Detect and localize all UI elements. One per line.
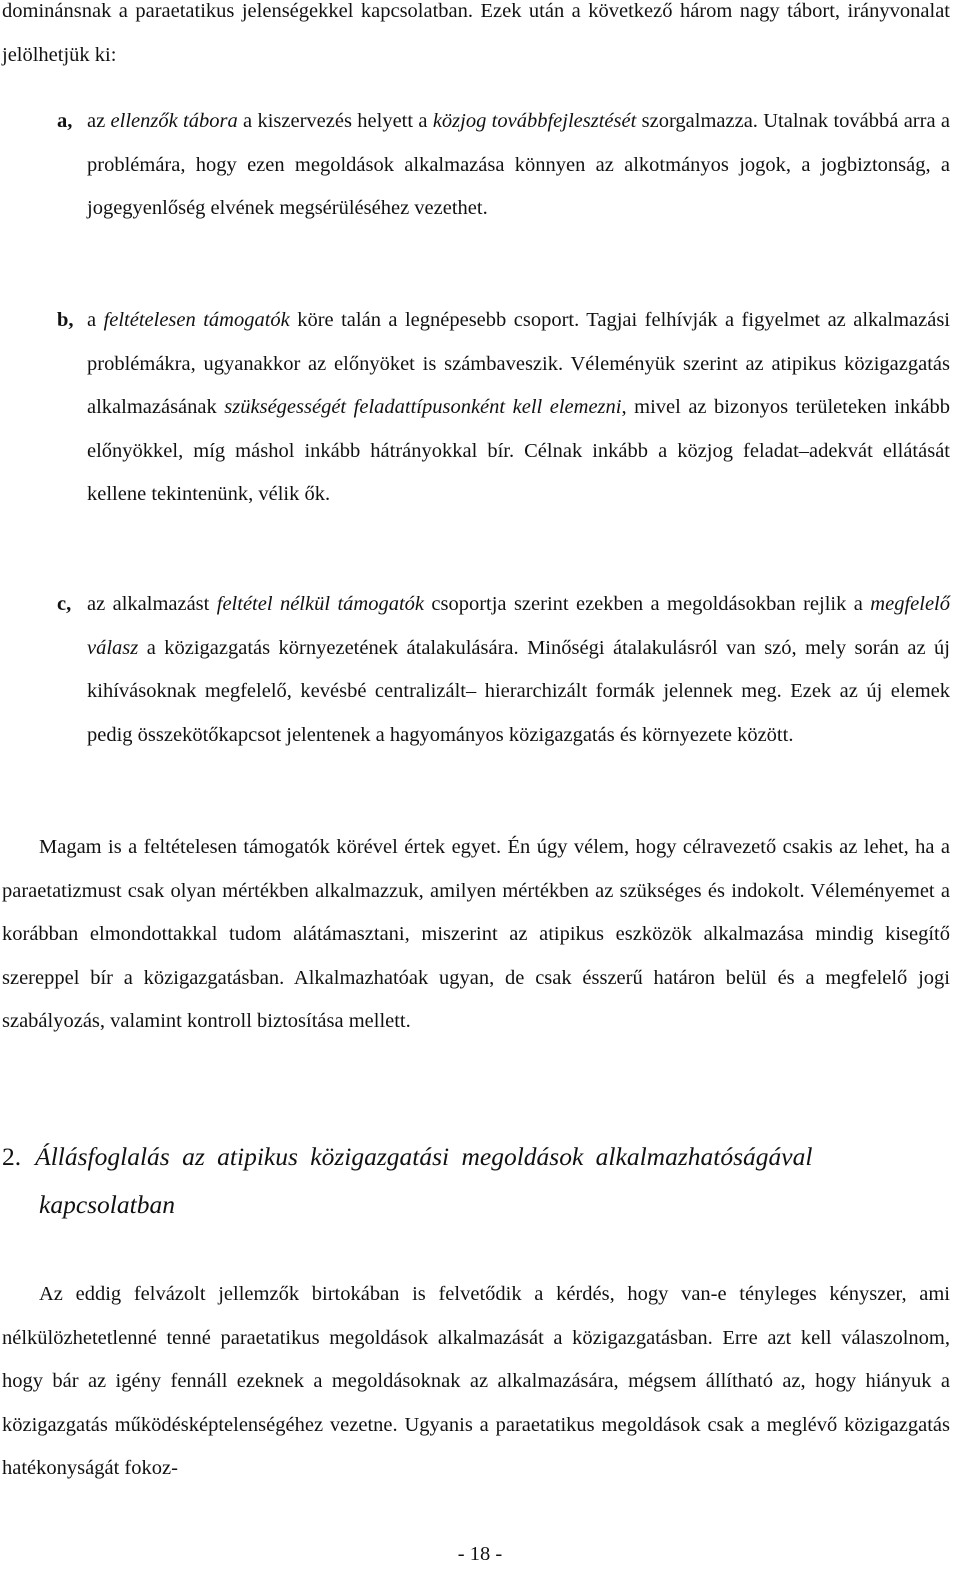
item-c-text-3: a közigazgatás környezetének átalakulására. Minőségi átalakulásról van szó, mely során az új kihívásoknak megfelelő, kevésbé centralizált– hierarchizált formák jelennek meg. Ezek az új elemek pedig összekötőkapcsot jelentenek a hagyományos közigazgatás és környezete között.: [87, 636, 950, 746]
section-title-line-1: Állásfoglalás az atipikus közigazgatási megoldások alkalmazhatóságával: [35, 1142, 813, 1171]
item-b-emphasis-2: szükségességét feladattípusonként kell elemezni: [224, 396, 622, 418]
item-b-text-2: köre talán a legnépesebb csoport. Tagjai felhívják a figyelmet az alkalmazási problémákra, ugyanakkor az előnyöket is számbaveszik. Véleményük szerint az atipikus közigazgatás alkalmazásának: [87, 309, 950, 418]
item-c-text-1: az alkalmazást: [87, 593, 217, 615]
item-a-text-2: a kiszervezés helyett a: [237, 110, 433, 132]
section-heading-line-1: [2, 1133, 950, 1181]
list-marker-b: b,: [57, 309, 74, 331]
intro-paragraph: dominánsnak a paraetatikus jelenségekkel kapcsolatban. Ezek után a következő három nagy tábort, irányvonalat jelölhetjük ki:: [2, 0, 950, 66]
item-b-text-1: a: [87, 309, 104, 331]
page-number: - 18 -: [457, 1543, 503, 1565]
list-item-c: [57, 583, 950, 757]
item-a-text-1: az: [87, 110, 111, 132]
item-c-emphasis-1: feltétel nélkül támogatók: [216, 593, 424, 615]
item-b-text-3: , mivel az bizonyos területeken inkább előnyökkel, míg máshol inkább hátrányokkal bír. Célnak inkább a közjog feladat–adekvát ellátását kellene tekintenünk, vélik ők.: [87, 396, 950, 505]
list-item-b: [57, 299, 950, 517]
opinion-paragraph: Magam is a feltételesen támogatók körével értek egyet. Én úgy vélem, hogy célravezető csakis az lehet, ha a paraetatizmust csak olyan mértékben alkalmazzuk, amilyen mértékben az szükséges és indokolt. Véleményemet a korábban elmondottakkal tudom alátámasztani, miszerint az atipikus eszközök alkalmazása mindig kisegítő szereppel bír a közigazgatásban. Alkalmazhatóak ugyan, de csak ésszerű határon belül és a megfelelő jogi szabályozás, valamint kontroll biztosítása mellett.: [2, 836, 950, 1032]
section-paragraph: Az eddig felvázolt jellemzők birtokában is felvetődik a kérdés, hogy van-e tényleges kényszer, ami nélkülözhetetlenné tenné paraetatikus megoldások alkalmazását a közigazgatásban. Erre azt kell válaszolnom, hogy bár az igény fennáll ezeknek a megoldásoknak az alkalmazására, mégsem állítható az, hogy hiányuk a közigazgatás működésképtelenségéhez vezetne. Ugyanis a paraetatikus megoldások csak a meglévő közigazgatás hatékonyságát fokoz-: [2, 1283, 950, 1479]
section-heading: [2, 1133, 950, 1229]
list-item-a: [57, 100, 950, 231]
item-a-text-3: szorgalmazza. Utalnak továbbá arra a problémára, hogy ezen megoldások alkalmazása könnyen az alkotmányos jogok, a jogbiztonság, a jogegyenlőség elvének megsérüléséhez vezethet.: [87, 110, 950, 219]
item-b-emphasis-1: feltételesen támogatók: [103, 309, 290, 331]
item-c-text-2: csoportja szerint ezekben a megoldásokban rejlik a: [423, 593, 871, 615]
list-marker-c: c,: [57, 593, 72, 615]
section-title-line-2: kapcsolatban: [39, 1190, 175, 1219]
section-number: 2.: [2, 1142, 22, 1171]
list-marker-a: a,: [57, 110, 73, 132]
item-c-emphasis-2: megfelelő válasz: [87, 593, 950, 659]
item-a-emphasis-1: ellenzők tábora: [110, 110, 238, 132]
item-a-emphasis-2: közjog továbbfejlesztését: [432, 110, 637, 132]
